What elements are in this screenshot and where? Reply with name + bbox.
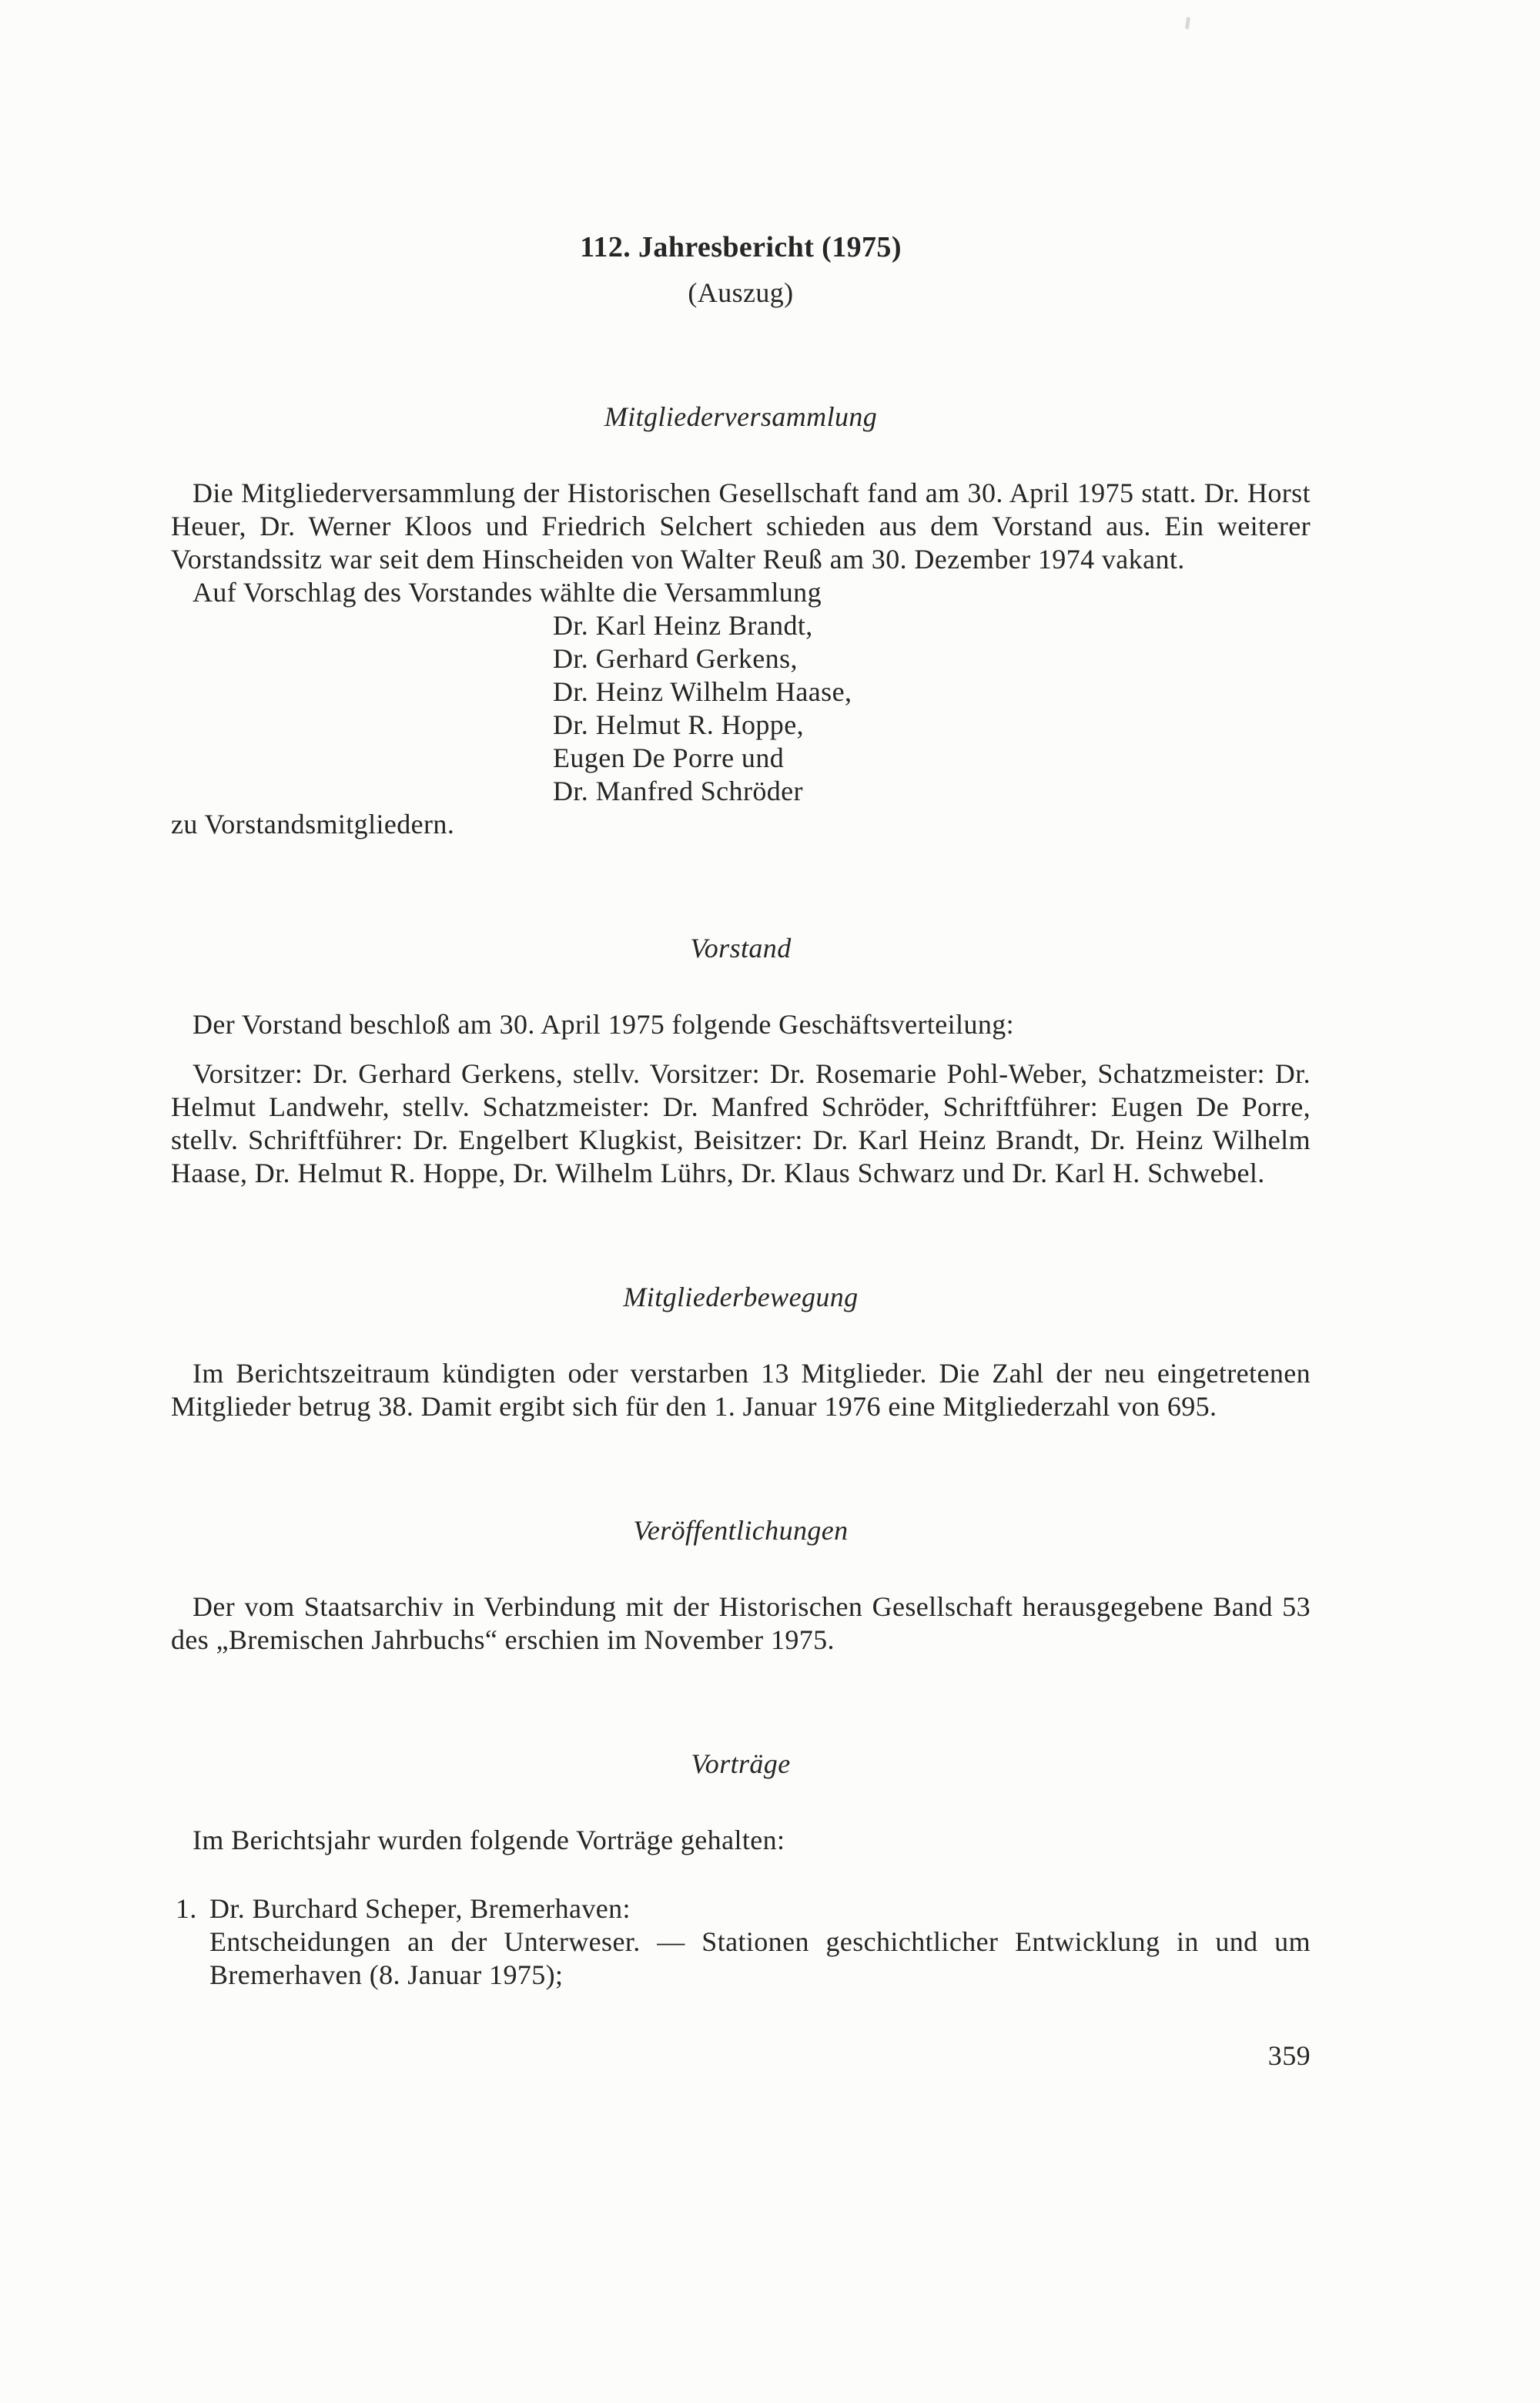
page-number: 359	[1267, 2040, 1311, 2071]
paragraph-vorstand-2: Vorsitzer: Dr. Gerhard Gerkens, stellv. Vorsitzer: Dr. Rosemarie Pohl-Weber, Schatzmeister: Dr. Helmut Landwehr, stellv. Schatzmeister: Dr. Manfred Schröder, Schriftführer: Eugen De Porre, stellv. Schriftführer: Dr. Engelbert Klugkist, Beisitzer: Dr. Karl Heinz Brandt, Dr. Heinz Wilhelm Haase, Dr. Helmut R. Hoppe, Dr. Wilhelm Lührs, Dr. Klaus Schwarz und Dr. Karl H. Schwebel.	[171, 1058, 1311, 1188]
elected-member: Dr. Helmut R. Hoppe,	[553, 709, 804, 740]
document-title: 112. Jahresbericht (1975)	[580, 231, 902, 263]
elected-member: Dr. Gerhard Gerkens,	[553, 643, 798, 674]
elected-member: Eugen De Porre und	[553, 742, 785, 773]
elected-member: Dr. Manfred Schröder	[553, 776, 803, 806]
lecture-speaker: Dr. Burchard Scheper, Bremerhaven:	[209, 1893, 631, 1924]
section-heading-mitgliederbewegung: Mitgliederbewegung	[623, 1282, 859, 1312]
section-heading-vorstand: Vorstand	[690, 933, 792, 964]
paragraph-vortraege-1: Im Berichtsjahr wurden folgende Vorträge gehalten:	[192, 1825, 785, 1855]
paragraph-mitgliederversammlung-3: zu Vorstandsmitgliedern.	[171, 809, 455, 840]
section-heading-vortraege: Vorträge	[691, 1748, 791, 1779]
lecture-description: Entscheidungen an der Unterweser. — Stationen geschichtlicher Entwicklung in und um Bremerhaven (8. Januar 1975);	[209, 1926, 1311, 1990]
paragraph-vorstand-1: Der Vorstand beschloß am 30. April 1975 folgende Geschäftsverteilung:	[192, 1009, 1015, 1040]
lecture-body	[209, 1892, 1311, 1992]
scan-artifact	[1185, 17, 1190, 30]
elected-member: Dr. Heinz Wilhelm Haase,	[553, 676, 852, 707]
paragraph-mitgliederversammlung-1: Die Mitgliederversammlung der Historischen Gesellschaft fand am 30. April 1975 statt. Dr. Horst Heuer, Dr. Werner Kloos und Friedrich Selchert schieden aus dem Vorstand aus. Ein weiterer Vorstandssitz war seit dem Hinscheiden von Walter Reuß am 30. Dezember 1974 vakant.	[171, 478, 1311, 575]
section-heading-mitgliederversammlung: Mitgliederversammlung	[604, 401, 878, 432]
lecture-item	[171, 1892, 1311, 1992]
text-block	[171, 231, 1311, 2100]
lecture-list	[171, 1892, 1311, 1992]
elected-member: Dr. Karl Heinz Brandt,	[553, 610, 813, 641]
document-subtitle: (Auszug)	[688, 277, 794, 308]
paragraph-mitgliederversammlung-2: Auf Vorschlag des Vorstandes wählte die Versammlung	[192, 577, 822, 608]
lecture-number: 1.	[176, 1893, 197, 1924]
paragraph-veroeffentlichungen-1: Der vom Staatsarchiv in Verbindung mit der Historischen Gesellschaft herausgegebene Band 53 des „Bremischen Jahrbuchs“ erschien im November 1975.	[171, 1591, 1311, 1655]
section-heading-veroeffentlichungen: Veröffentlichungen	[633, 1515, 849, 1546]
elected-members-list	[553, 609, 1311, 808]
paragraph-mitgliederbewegung-1: Im Berichtszeitraum kündigten oder verstarben 13 Mitglieder. Die Zahl der neu eingetretenen Mitglieder betrug 38. Damit ergibt sich für den 1. Januar 1976 eine Mitgliederzahl von 695.	[171, 1358, 1311, 1422]
